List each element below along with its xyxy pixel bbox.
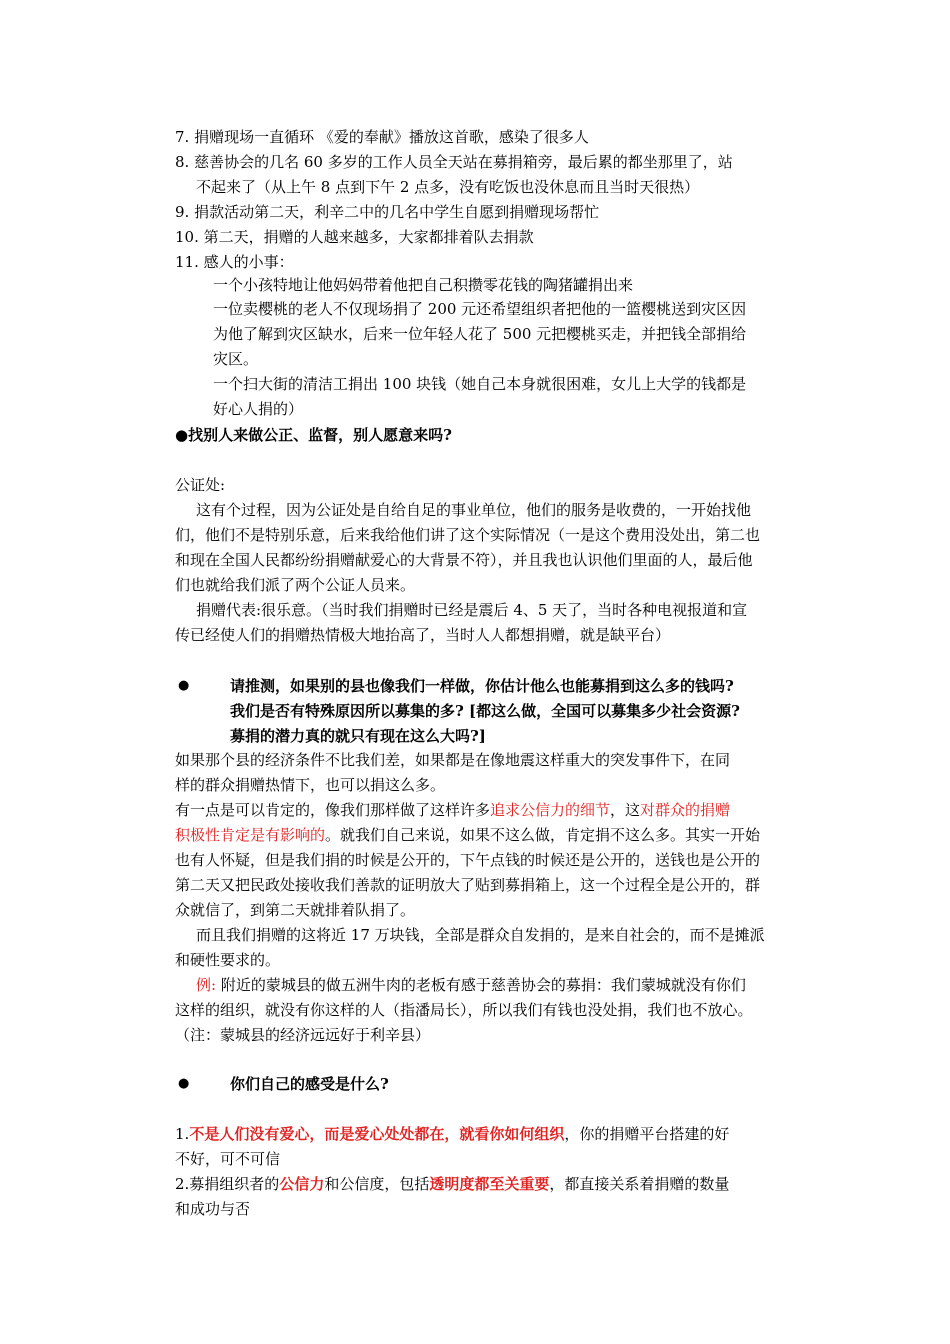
story-cherry-seller: 一位卖樱桃的老人不仅现场捐了 200 元还希望组织者把他的一篮樱桃送到灾区因 — [213, 300, 747, 318]
question-other-counties: 请推测，如果别的县也像我们一样做，你估计他么也能募捐到这么多的钱吗? — [230, 677, 734, 695]
example-paragraph — [196, 973, 746, 997]
bullet-icon: ● — [178, 1076, 190, 1091]
list-item-8-cont: 不起来了（从上午 8 点到下午 2 点多，没有吃饭也没休息而且当时天很热） — [196, 178, 700, 196]
credibility-paragraph-line: 也有人怀疑，但是我们捐的时候是公开的，下午点钱的时候还是公开的，送钱也是公开的 — [175, 851, 761, 869]
amount-paragraph: 而且我们捐赠的这将近 17 万块钱，全部是群众自发捐的，是来自社会的，而不是摊派 — [196, 926, 765, 944]
story-cherry-seller-cont: 为他了解到灾区缺水，后来一位年轻人花了 500 元把樱桃买走，并把钱全部捐给 — [213, 325, 747, 343]
credibility-paragraph-line: 众就信了，到第二天就排着队捐了。 — [175, 901, 416, 919]
story-cherry-seller-end: 灾区。 — [213, 350, 259, 368]
list-item-11: 11. 感人的小事： — [175, 253, 294, 271]
list-item-7: 7. 捐赠现场一直循环 《爱的奉献》播放这首歌，感染了很多人 — [175, 128, 589, 146]
credibility-paragraph-line — [175, 823, 760, 847]
feeling-point-2 — [175, 1172, 729, 1196]
question-text: 找别人来做公正、监督，别人愿意来吗? — [188, 426, 452, 444]
credibility-paragraph — [175, 798, 730, 822]
question-other-counties-line: 募捐的潜力真的就只有现在这么大吗?] — [230, 727, 486, 745]
text-span: 有一点是可以肯定的，像我们那样做了这样许多 — [175, 801, 491, 819]
credibility-paragraph-line: 第二天又把民政处接收我们善款的证明放大了贴到募捐箱上，这一个过程全是公开的，群 — [175, 876, 761, 894]
notary-paragraph-line: 和现在全国人民都纷纷捐赠献爱心的大背景不符），并且我也认识他们里面的人，最后他 — [175, 551, 753, 569]
text-span: ，都直接关系着捐赠的数量 — [549, 1175, 730, 1193]
example-label: 例: — [196, 976, 217, 994]
answer-paragraph: 如果那个县的经济条件不比我们差，如果都是在像地震这样重大的突发事件下，在同 — [175, 751, 731, 769]
list-item-10: 10. 第二天，捐赠的人越来越多，大家都排着队去捐款 — [175, 228, 534, 246]
example-paragraph-line: 这样的组织，就没有你这样的人（指潘局长），所以我们有钱也没处捐，我们也不放心。 — [175, 1001, 753, 1019]
list-item-8: 8. 慈善协会的几名 60 多岁的工作人员全天站在募捐箱旁，最后累的都坐那里了，站 — [175, 153, 733, 171]
highlight-text: 不是人们没有爱心，而是爱心处处都在，就看你如何组织 — [189, 1125, 565, 1143]
highlight-text: 对群众的捐赠 — [640, 801, 731, 819]
text-span: 。就我们自己来说，如果不这么做，肯定捐不这么多。其实一开始 — [325, 826, 761, 844]
text-span: ，你的捐赠平台搭建的好 — [564, 1125, 730, 1143]
highlight-text: 公信力 — [279, 1175, 325, 1193]
highlight-text: 透明度都至关重要 — [429, 1175, 550, 1193]
text-span: 和公信度，包括 — [324, 1175, 430, 1193]
example-note: （注：蒙城县的经济远远好于利辛县） — [175, 1026, 431, 1044]
question-other-counties-line: 我们是否有特殊原因所以募集的多? [都这么做，全国可以募集多少社会资源? — [230, 702, 740, 720]
story-child: 一个小孩特地让他妈妈带着他把自己积攒零花钱的陶猪罐捐出来 — [213, 276, 634, 294]
notary-paragraph-line: 们，他们不是特别乐意，后来我给他们讲了这个实际情况（一是这个费用没处出，第二也 — [175, 526, 761, 544]
bullet-icon: ● — [178, 678, 190, 693]
text-span: ，这 — [610, 801, 641, 819]
donor-rep-paragraph-line: 传已经使人们的捐赠热情极大地抬高了，当时人人都想捐赠，就是缺平台） — [175, 626, 671, 644]
question-oversight — [175, 423, 452, 447]
story-street-cleaner-cont: 好心人捐的） — [213, 400, 304, 418]
feeling-point-1-line: 不好，可不可信 — [175, 1150, 281, 1168]
feeling-point-2-line: 和成功与否 — [175, 1200, 251, 1218]
highlight-text: 积极性肯定是有影响的 — [175, 826, 326, 844]
story-street-cleaner: 一个扫大街的清洁工捐出 100 块钱（她自己本身就很困难，女儿上大学的钱都是 — [213, 375, 747, 393]
notary-heading: 公证处: — [175, 476, 226, 494]
feeling-point-1 — [175, 1122, 729, 1146]
notary-paragraph: 这有个过程，因为公证处是自给自足的事业单位，他们的服务是收费的，一开始找他 — [196, 501, 752, 519]
highlight-text: 追求公信力的细节 — [490, 801, 611, 819]
text-span: 2.募捐组织者的 — [175, 1175, 280, 1193]
question-feelings: 你们自己的感受是什么? — [230, 1075, 389, 1093]
notary-paragraph-line: 们也就给我们派了两个公证人员来。 — [175, 576, 416, 594]
list-item-9: 9. 捐款活动第二天，利辛二中的几名中学生自愿到捐赠现场帮忙 — [175, 203, 600, 221]
answer-paragraph-line: 样的群众捐赠热情下，也可以捐这么多。 — [175, 776, 446, 794]
text-span: 附近的蒙城县的做五洲牛肉的老板有感于慈善协会的募捐：我们蒙城就没有你们 — [216, 976, 746, 994]
text-span: 1. — [175, 1125, 190, 1143]
bullet-icon: ● — [175, 426, 189, 444]
amount-paragraph-line: 和硬性要求的。 — [175, 951, 281, 969]
donor-rep-paragraph: 捐赠代表:很乐意。（当时我们捐赠时已经是震后 4、5 天了，当时各种电视报道和宣 — [196, 601, 748, 619]
